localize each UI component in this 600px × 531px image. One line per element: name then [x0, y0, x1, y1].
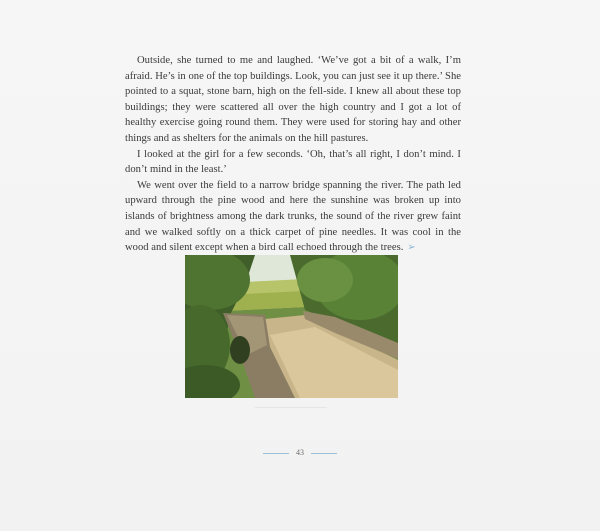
- footer-rule-left: [263, 453, 289, 454]
- page-footer: [0, 448, 600, 457]
- footer-rule-right: [311, 453, 337, 454]
- paragraph-3-text: We went over the field to a narrow bridge spanning the river. The path led upward through the pine wood and here the sunshine was broken up into islands of brightness among the dark trunks, the sound of the river grew faint and we walked softly on a thick carpet of pine needles. It was cool in the wood and silent except when a bird call echoed through the trees.: [125, 179, 461, 254]
- section-end-mark-icon: ➢: [407, 242, 416, 254]
- page-number: 43: [296, 448, 304, 457]
- paragraph-1: Outside, she turned to me and laughed. ‘We’ve got a bit of a walk, I’m afraid. He’s in one of the top buildings. Look, you can just see it up there.’ She pointed to a squat, stone barn, high on the fell-side. I knew all about these top buildings; they were scattered all over the high country and I got a lot of healthy exercise going round them. They were used for storing hay and other things and as shelters for the animals on the hill pastures.: [125, 55, 461, 144]
- photo-underline-divider: [255, 407, 327, 408]
- paragraph-2: I looked at the girl for a few seconds. ‘Oh, that’s all right, I don’t mind. I don’t mind in the least.’: [125, 148, 461, 176]
- paragraph-3: [125, 178, 461, 256]
- body-text: [125, 53, 461, 256]
- stone-bridge-photo: [185, 255, 398, 398]
